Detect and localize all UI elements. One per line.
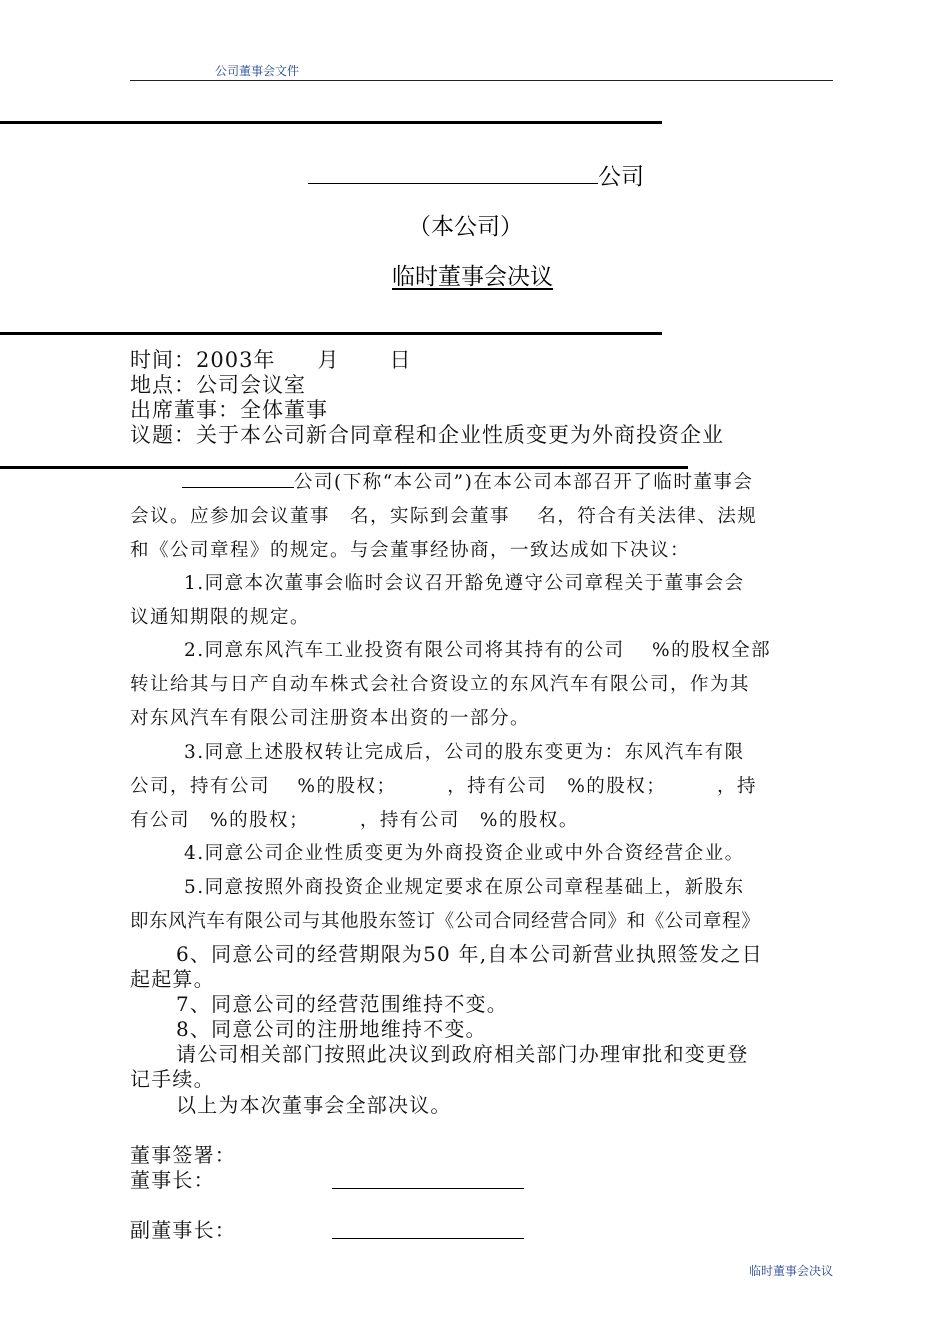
top-rule — [0, 121, 662, 124]
company-name-blank — [308, 163, 598, 184]
meeting-time — [130, 347, 411, 373]
header-divider — [130, 80, 833, 81]
time-year: 2003年 — [196, 348, 276, 372]
resolution-1: 1.同意本次董事会临时会议召开豁免遵守公司章程关于董事会会 议通知期限的规定。 — [130, 573, 745, 628]
title-rule — [0, 332, 662, 335]
company-title — [308, 158, 644, 191]
resolution-6: 6、同意公司的经营期限为50 年,自本公司新营业执照签发之日 起起算。 — [130, 942, 763, 991]
time-day: 日 — [389, 348, 412, 372]
company-suffix: 公司 — [598, 164, 644, 190]
page-header: 公司董事会文件 — [215, 64, 300, 78]
chairman-label: 董事长： — [130, 1168, 215, 1192]
meeting-attendees: 出席董事：全体董事 — [130, 398, 328, 422]
resolution-8: 8、同意公司的注册地维持不变。 — [176, 1017, 487, 1041]
signature-label: 董事签署： — [130, 1143, 236, 1167]
meeting-agenda: 议题：关于本公司新合同章程和企业性质变更为外商投资企业 — [130, 423, 724, 447]
meeting-place: 地点：公司会议室 — [130, 373, 306, 397]
resolution-7: 7、同意公司的经营范围维持不变。 — [176, 992, 508, 1016]
resolution-4: 4.同意公司企业性质变更为外商投资企业或中外合资经营企业。 — [184, 843, 745, 864]
resolution-5: 5.同意按照外商投资企业规定要求在原公司章程基础上，新股东 即东风汽车有限公司与其他股东签订《公司合同经营合同》和《公司章程》 — [130, 877, 761, 932]
subtitle: （本公司） — [408, 214, 523, 240]
intro-paragraph: 公司(下称“本公司”)在本公司本部召开了临时董事会 会议。应参加会议董事 名，实际到会董事 名，符合有关法律、法规 和《公司章程》的规定。与会董事经协商，一致达成如下决议： — [130, 466, 834, 568]
company-name-blank-2 — [182, 469, 294, 488]
resolution-2: 2.同意东风汽车工业投资有限公司将其持有的公司 %的股权全部 转让给其与日产自动车株式会社合资设立的东风汽车有限公司，作为其 对东风汽车有限公司注册资本出资的一部分。 — [130, 640, 772, 729]
document-title: 临时董事会决议 — [392, 264, 553, 290]
resolution-3: 3.同意上述股权转让完成后，公司的股东变更为：东风汽车有限 公司，持有公司 %的股权； ，持有公司 %的股权； ，持 有公司 %的股权； ，持有公司 %的股权。 — [130, 742, 758, 831]
request-paragraph: 请公司相关部门按照此决议到政府相关部门办理审批和变更登 记手续。 — [130, 1042, 749, 1091]
time-label: 时间： — [130, 348, 196, 372]
closing-statement: 以上为本次董事会全部决议。 — [176, 1093, 452, 1117]
vice-chairman-label: 副董事长： — [130, 1218, 236, 1242]
page-footer: 临时董事会决议 — [748, 1264, 833, 1278]
chairman-signature-line — [332, 1188, 524, 1189]
time-month: 月 — [317, 348, 340, 372]
vice-chairman-signature-line — [332, 1238, 524, 1239]
